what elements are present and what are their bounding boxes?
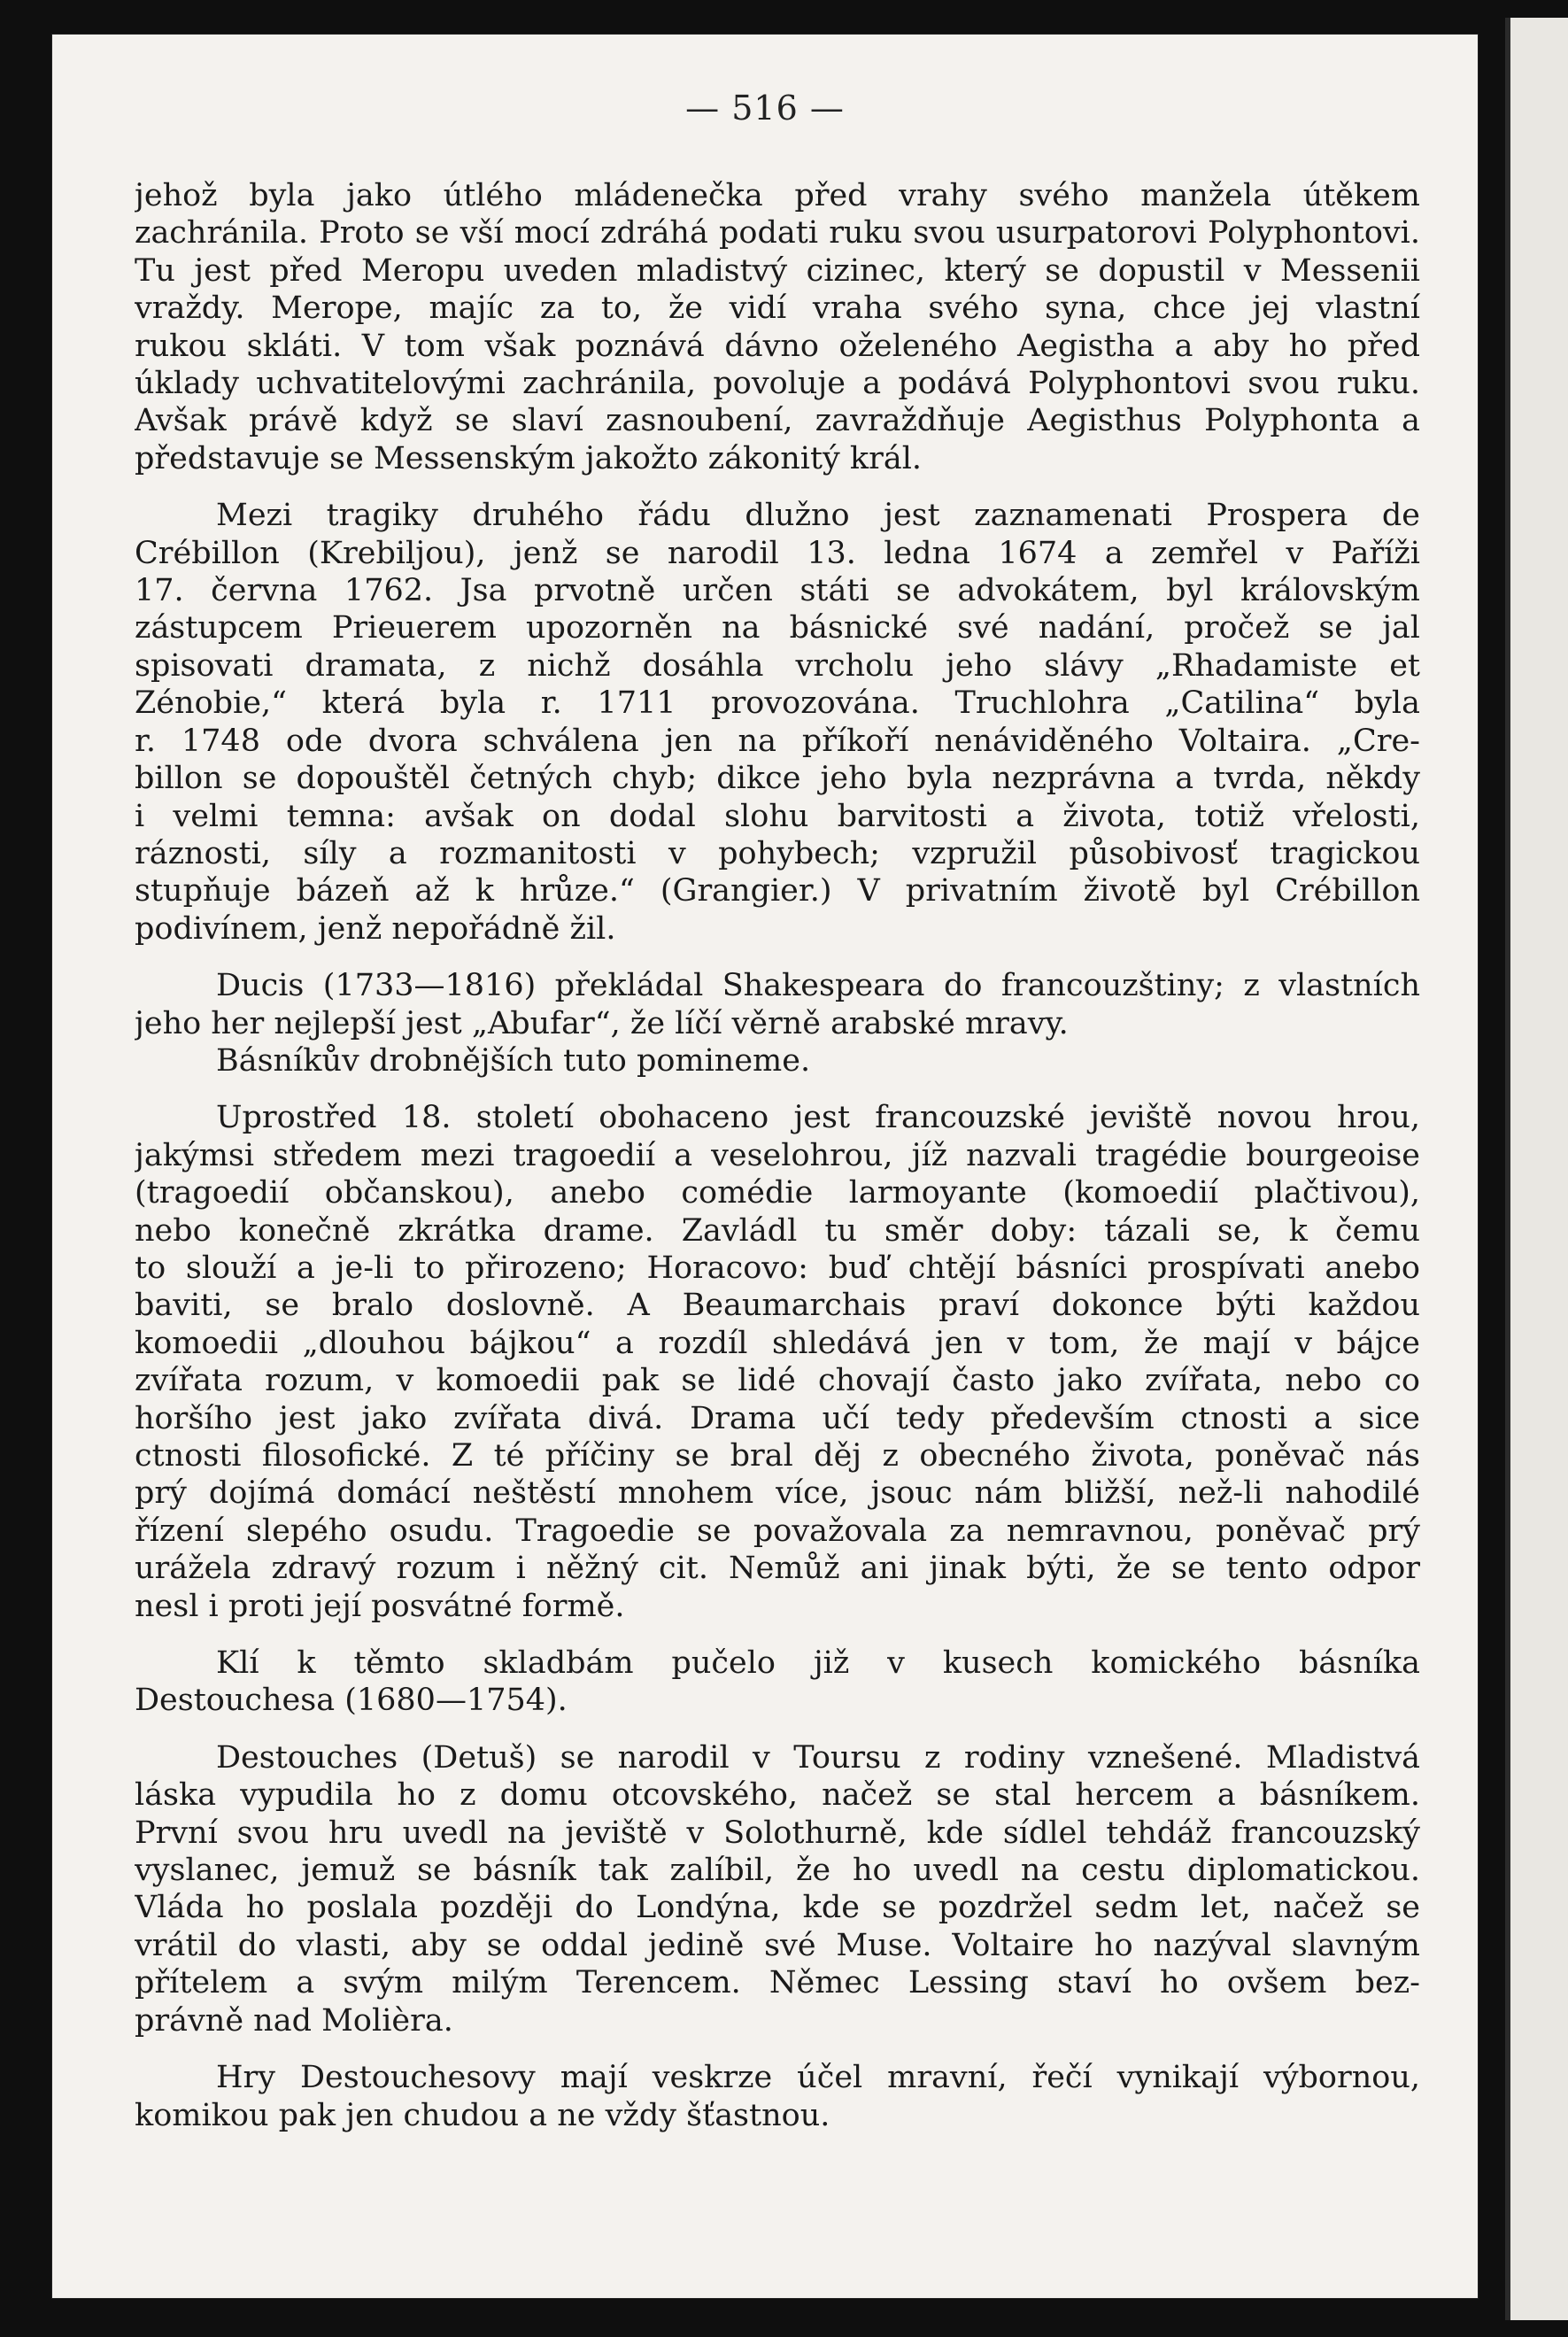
text-line: jehož byla jako útlého mládenečka před vrahy svého manžela útěkem [135, 178, 1420, 213]
adjacent-page-edge [1505, 18, 1568, 2320]
paragraph [135, 2059, 1420, 2134]
text-line: řízení slepého osudu. Tragoedie se považovala za nemravnou, poněvač prý [135, 1513, 1420, 1549]
paragraph [135, 497, 1420, 948]
paragraph-gap [135, 2039, 1420, 2059]
paragraph [135, 967, 1420, 1080]
text-line: Destouches (Detuš) se narodil v Toursu z rodiny vznešené. Mladistvá [216, 1739, 1420, 1776]
text-line: Klí k těmto skladbám pučelo již v kusech komického básníka [216, 1645, 1420, 1682]
paragraph [135, 177, 1420, 477]
paragraph-gap [135, 1625, 1420, 1644]
paragraph-gap [135, 948, 1420, 967]
text-line: Avšak právě když se slaví zasnoubení, zavraždňuje Aegisthus Polyphonta a [135, 403, 1420, 439]
text-line: urážela zdravý rozum i něžný cit. Nemůž ani jinak býti, že se tento odpor [135, 1551, 1420, 1587]
text-line: úklady uchvatitelovými zachránila, povoluje a podává Polyphontovi svou ruku. [135, 366, 1420, 402]
text-line: představuje se Messenským jakožto zákonitý král. [135, 440, 923, 476]
text-line: vraždy. Merope, majíc za to, že vidí vraha svého syna, chce jej vlastní [135, 290, 1420, 327]
text-line: prý dojímá domácí neštěstí mnohem více, jsouc nám bližší, než-li nahodilé [135, 1475, 1420, 1512]
text-line: Mezi tragiky druhého řádu dlužno jest zaznamenati Prospera de [216, 498, 1420, 534]
text-line: stupňuje bázeň až k hrůze.“ (Grangier.) V privatním životě byl Crébillon [135, 873, 1420, 909]
text-line: i velmi temna: avšak on dodal slohu barvitosti a života, totiž vřelosti, [135, 798, 1420, 834]
paragraph [135, 1739, 1420, 2039]
text-line: láska vypudila ho z domu otcovského, načež se stal hercem a básníkem. [135, 1777, 1420, 1814]
text-line: právně nad Molièra. [135, 2002, 453, 2039]
text-line: komoedii „dlouhou bájkou“ a rozdíl shledává jen v tom, že mají v bájce [135, 1325, 1420, 1361]
text-line: ctnosti filosofické. Z té příčiny se bral děj z obecného života, poněvač nás [135, 1438, 1420, 1474]
text-line: horšího jest jako zvířata divá. Drama učí tedy především ctnosti a sice [135, 1400, 1420, 1436]
text-line: Zénobie,“ která byla r. 1711 provozována. Truchlohra „Catilina“ byla [135, 685, 1420, 722]
text-line: Crébillon (Krebiljou), jenž se narodil 13. ledna 1674 a zemřel v Paříži [135, 535, 1420, 571]
text-line: jakýmsi středem mezi tragoedií a veselohrou, jíž nazvali tragédie bourgeoise [135, 1137, 1420, 1173]
text-line: přítelem a svým milým Terencem. Němec Lessing staví ho ovšem bez- [135, 1965, 1420, 2001]
text-line: podivínem, jenž nepořádně žil. [135, 910, 616, 947]
text-line: vyslanec, jemuž se básník tak zalíbil, že ho uvedl na cestu diplomatickou. [135, 1853, 1420, 1889]
text-line: Uprostřed 18. století obohaceno jest francouzské jeviště novou hrou, [216, 1100, 1420, 1136]
text-line: vrátil do vlasti, aby se oddal jedině své Muse. Voltaire ho nazýval slavným [135, 1927, 1420, 1963]
text-line: to slouží a je-li to přirozeno; Horacovo: buď chtějí básníci prospívati anebo [135, 1250, 1420, 1286]
text-line: Vláda ho poslala později do Londýna, kde se pozdržel sedm let, načež se [135, 1890, 1420, 1926]
text-line: (tragoedií občanskou), anebo comédie larmoyante (komoedií plačtivou), [135, 1175, 1420, 1211]
text-line: Tu jest před Meropu uveden mladistvý cizinec, který se dopustil v Messenii [135, 252, 1420, 289]
text-line: jeho her nejlepší jest „Abufar“, že líčí věrně arabské mravy. [135, 1005, 1069, 1041]
text-line: baviti, se bralo doslovně. A Beaumarchais praví dokonce býti každou [135, 1288, 1420, 1324]
text-line: nesl i proti její posvátné formě. [135, 1588, 625, 1624]
paragraph-gap [135, 477, 1420, 497]
text-line: zachránila. Proto se vší mocí zdráhá podati ruku svou usurpatorovi Polyphontovi. [135, 215, 1420, 251]
text-line: billon se dopouštěl četných chyb; dikce jeho byla nezprávna a tvrda, někdy [135, 761, 1420, 797]
text-line: Ducis (1733—1816) překládal Shakespeara do francouzštiny; z vlastních [216, 968, 1420, 1004]
text-line: zvířata rozum, v komoedii pak se lidé chovají často jako zvířata, nebo co [135, 1363, 1420, 1399]
text-line: r. 1748 ode dvora schválena jen na příkoří nenáviděného Voltaira. „Cre- [135, 723, 1420, 759]
body-text [135, 177, 1420, 2134]
paragraph [135, 1644, 1420, 1720]
paragraph [135, 1099, 1420, 1625]
text-line: 17. června 1762. Jsa prvotně určen státi se advokátem, byl královským [135, 573, 1420, 609]
page-number: — 516 — [685, 89, 845, 128]
text-line: zástupcem Prieuerem upozorněn na básnické své nadání, pročež se jal [135, 610, 1420, 646]
text-line: rukou skláti. V tom však poznává dávno oželeného Aegistha a aby ho před [135, 328, 1420, 364]
text-line: spisovati dramata, z nichž dosáhla vrcholu jeho slávy „Rhadamiste et [135, 647, 1420, 684]
text-line: Hry Destouchesovy mají veskrze účel mravní, řečí vynikají výbornou, [216, 2060, 1420, 2096]
text-line: nebo konečně zkrátka drame. Zavládl tu směr doby: tázali se, k čemu [135, 1212, 1420, 1249]
text-line: komikou pak jen chudou a ne vždy šťastnou. [135, 2097, 830, 2133]
book-page [51, 34, 1479, 2299]
text-line: ráznosti, síly a rozmanitosti v pohybech; vzpružil působivosť tragickou [135, 835, 1420, 871]
text-line: Destouchesa (1680—1754). [135, 1683, 568, 1719]
paragraph-gap [135, 1080, 1420, 1099]
text-line: První svou hru uvedl na jeviště v Solothurně, kde sídlel tehdáž francouzský [135, 1815, 1420, 1851]
text-line: Básníkův drobnějších tuto pomineme. [216, 1042, 811, 1079]
paragraph-gap [135, 1720, 1420, 1739]
